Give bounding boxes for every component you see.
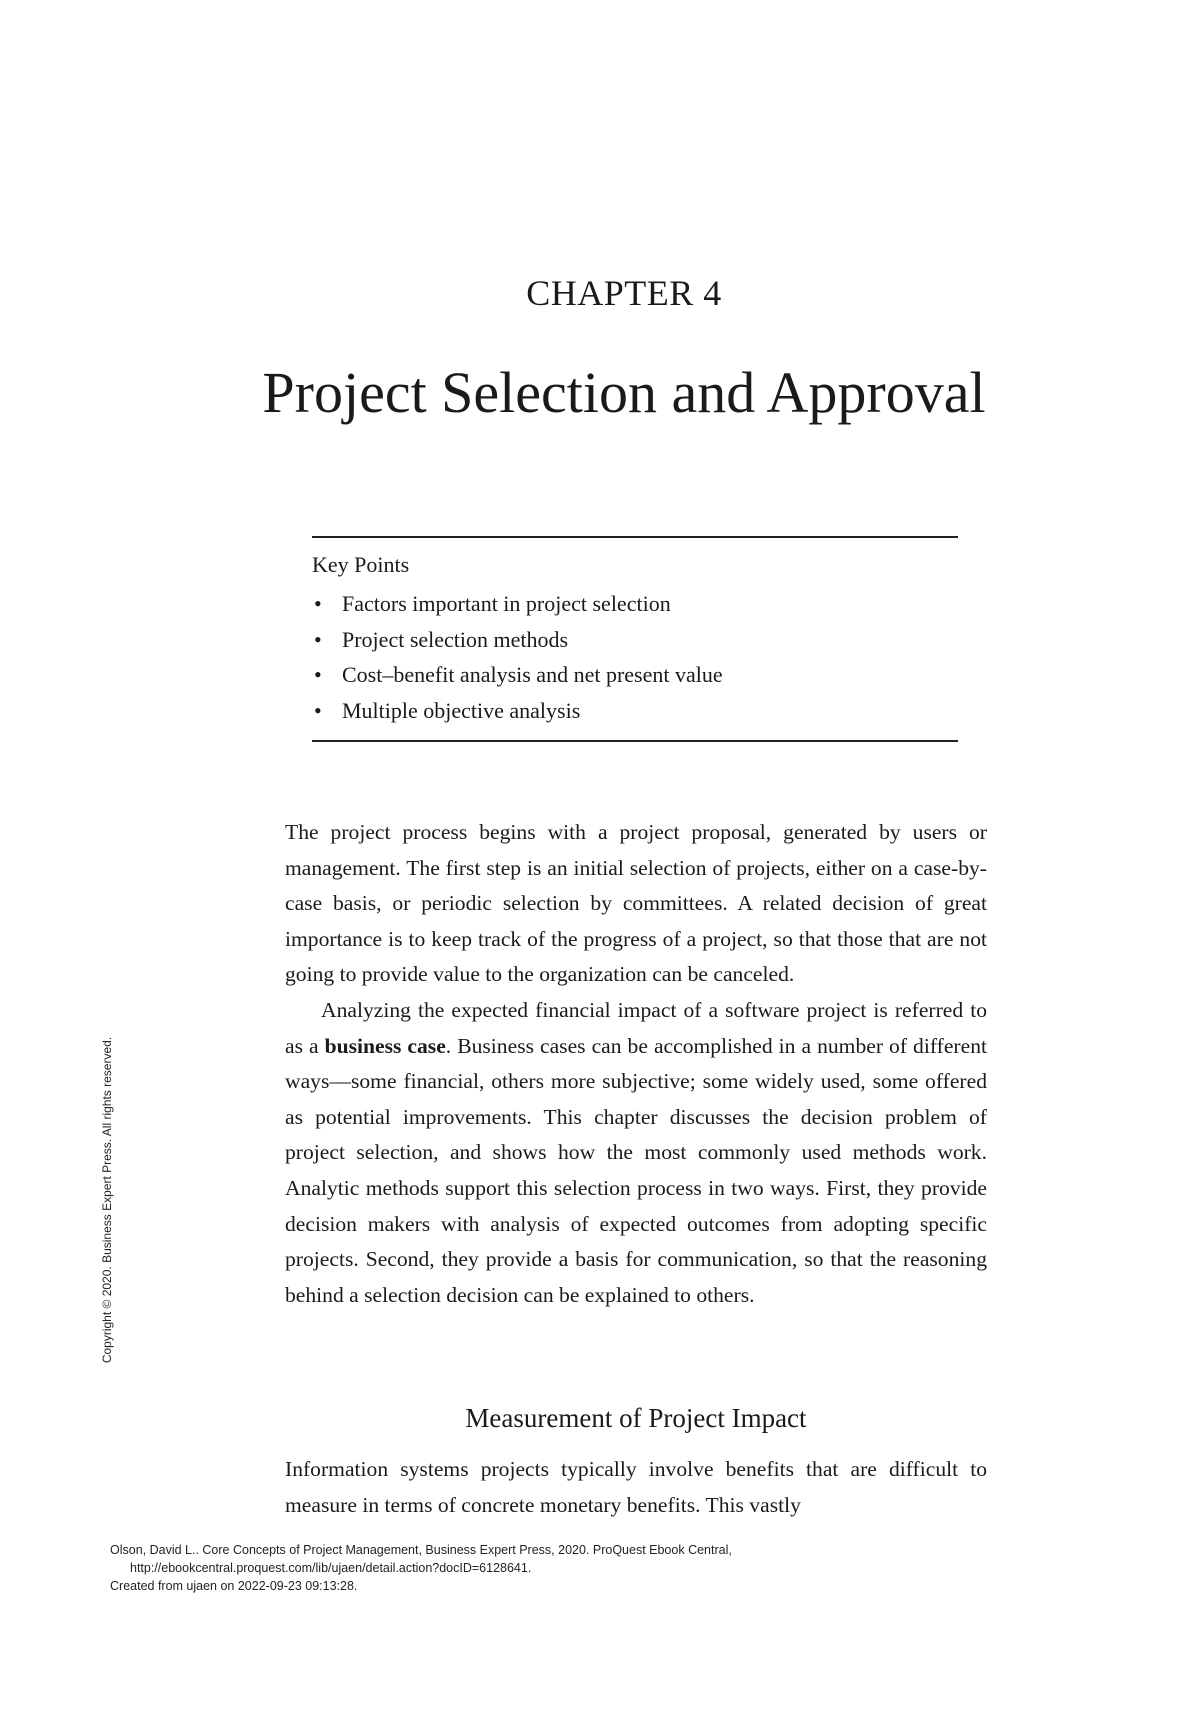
- section-paragraph-1: Information systems projects typically involve benefits that are difficult to measure in terms of concrete monetary benefits. This vastly: [285, 1457, 987, 1517]
- chapter-label: CHAPTER 4: [526, 273, 722, 313]
- key-point-item: • Factors important in project selection: [312, 586, 958, 622]
- body-paragraph-1: The project process begins with a project proposal, generated by users or management. The first step is an initial selection of projects, either on a case-by-case basis, or periodic selection by committees. A related decision of great importance is to keep track of the progress of a project, so that those that are not going to provide value to the organization can be canceled.: [285, 820, 987, 987]
- business-case-term: business case: [324, 1033, 446, 1058]
- side-copyright-notice: Copyright © 2020. Business Expert Press. All rights reserved.: [100, 1036, 114, 1364]
- key-point-item: • Multiple objective analysis: [312, 693, 958, 729]
- key-point-item: • Cost–benefit analysis and net present value: [312, 657, 958, 693]
- footer-citation-line: Olson, David L.. Core Concepts of Project Management, Business Expert Press, 2020. ProQuest Ebook Central,: [110, 1543, 732, 1557]
- citation-footer: [110, 1541, 732, 1595]
- body-text: [285, 815, 987, 1313]
- footer-url[interactable]: http://ebookcentral.proquest.com/lib/ujaen/detail.action?docID=6128641.: [130, 1561, 532, 1575]
- paragraph-2-text-a: Analyzing the expected financial impact of a software project is referred to as a: [285, 997, 987, 1058]
- section-body: [285, 1452, 987, 1523]
- key-point-item: • Project selection methods: [312, 622, 958, 658]
- chapter-title: Project Selection and Approval: [262, 360, 986, 425]
- key-points-list: [312, 586, 958, 728]
- paragraph-2-text-b: . Business cases can be accomplished in a number of different ways—some financial, others more subjective; some widely used, some offered as potential improvements. This chapter discusses the decision problem of project selection, and shows how the most commonly used methods work. Analytic methods support this selection process in two ways. First, they provide decision makers with analysis of expected outcomes from adopting specific projects. Second, they provide a basis for communication, so that the reasoning behind a selection decision can be explained to others.: [285, 1033, 987, 1307]
- key-points-heading: Key Points: [312, 552, 410, 577]
- key-points-box: [312, 536, 958, 742]
- section-heading: Measurement of Project Impact: [465, 1403, 807, 1433]
- body-paragraph-2: [285, 993, 987, 1313]
- footer-created-line: Created from ujaen on 2022-09-23 09:13:28.: [110, 1579, 358, 1593]
